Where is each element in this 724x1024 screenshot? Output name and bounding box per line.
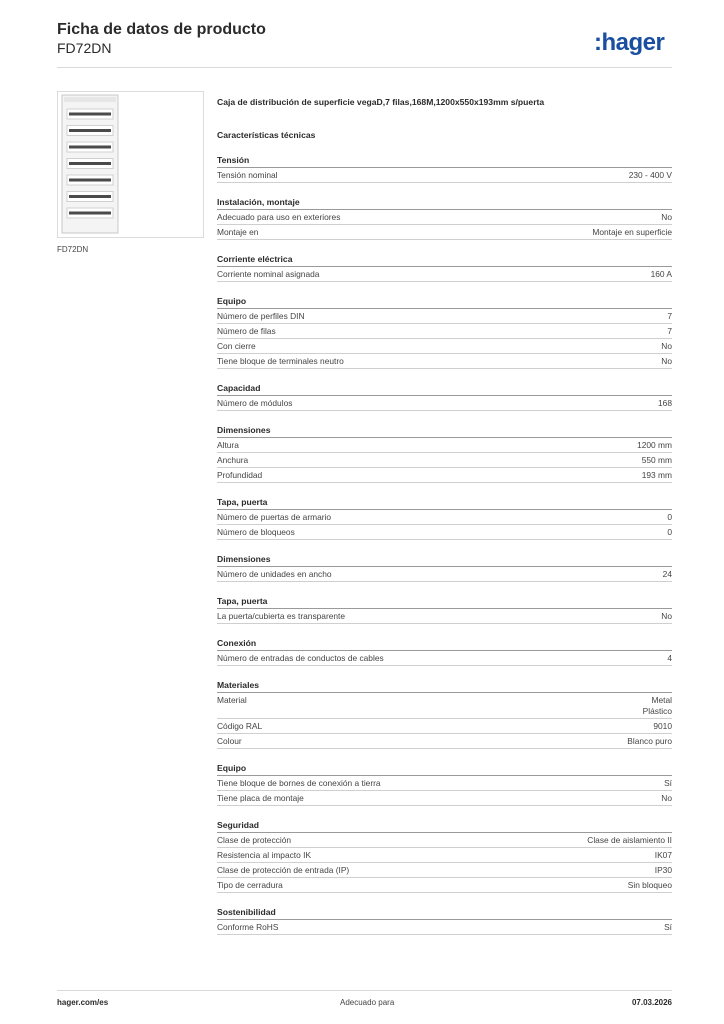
spec-row bbox=[217, 210, 672, 225]
distribution-box-illustration bbox=[58, 92, 203, 237]
spec-value-line: Sí bbox=[664, 778, 672, 788]
footer-date: 07.03.2026 bbox=[631, 998, 672, 1007]
spec-value-line: Plástico bbox=[642, 706, 672, 716]
spec-value-line: Clase de aislamiento II bbox=[587, 835, 672, 845]
section-title: Seguridad bbox=[217, 819, 672, 833]
spec-value-line: Metal bbox=[651, 695, 672, 705]
spec-row bbox=[217, 396, 672, 411]
image-caption: FD72DN bbox=[57, 245, 89, 254]
spec-label: Tipo de cerradura bbox=[217, 880, 283, 890]
spec-row bbox=[217, 833, 672, 848]
spec-value-line: Montaje en superficie bbox=[592, 227, 672, 237]
spec-label: Con cierre bbox=[217, 341, 256, 351]
spec-label: Adecuado para uso en exteriores bbox=[217, 212, 341, 222]
spec-label: Montaje en bbox=[217, 227, 259, 237]
spec-value-line: 160 A bbox=[650, 269, 672, 279]
spec-value bbox=[667, 527, 672, 538]
section-title: Capacidad bbox=[217, 382, 672, 396]
section-title: Sostenibilidad bbox=[217, 906, 672, 920]
spec-label: Tensión nominal bbox=[217, 170, 278, 180]
spec-label: Tiene bloque de bornes de conexión a tierra bbox=[217, 778, 381, 788]
spec-row bbox=[217, 339, 672, 354]
spec-label: Conforme RoHS bbox=[217, 922, 279, 932]
spec-row bbox=[217, 920, 672, 935]
spec-row bbox=[217, 848, 672, 863]
spec-value bbox=[661, 611, 672, 622]
spec-value-line: Sin bloqueo bbox=[627, 880, 672, 890]
spec-label: Altura bbox=[217, 440, 239, 450]
spec-value-line: IP30 bbox=[654, 865, 672, 875]
spec-section bbox=[217, 762, 672, 806]
section-title: Tapa, puerta bbox=[217, 595, 672, 609]
spec-value bbox=[661, 341, 672, 352]
spec-value bbox=[661, 356, 672, 367]
spec-section bbox=[217, 595, 672, 624]
spec-value bbox=[653, 721, 672, 732]
product-image bbox=[57, 91, 204, 238]
spec-value bbox=[658, 398, 672, 409]
spec-value bbox=[637, 440, 672, 451]
spec-section bbox=[217, 253, 672, 282]
header-divider bbox=[57, 67, 672, 68]
spec-label: Número de puertas de armario bbox=[217, 512, 332, 522]
spec-label: Profundidad bbox=[217, 470, 263, 480]
spec-row bbox=[217, 863, 672, 878]
spec-label: Anchura bbox=[217, 455, 249, 465]
spec-row bbox=[217, 525, 672, 540]
section-title: Equipo bbox=[217, 295, 672, 309]
spec-value bbox=[643, 695, 672, 717]
spec-row bbox=[217, 791, 672, 806]
section-title: Conexión bbox=[217, 637, 672, 651]
spec-section bbox=[217, 906, 672, 935]
spec-label: Tiene placa de montaje bbox=[217, 793, 304, 803]
spec-value-line: 4 bbox=[667, 653, 672, 663]
spec-value-line: 7 bbox=[667, 311, 672, 321]
technical-characteristics-heading: Características técnicas bbox=[217, 130, 316, 140]
spec-value-line: 7 bbox=[667, 326, 672, 336]
spec-value bbox=[655, 850, 672, 861]
spec-value bbox=[627, 736, 672, 747]
spec-value-line: 0 bbox=[667, 512, 672, 522]
spec-row bbox=[217, 354, 672, 369]
spec-value bbox=[667, 326, 672, 337]
spec-label: Clase de protección bbox=[217, 835, 292, 845]
spec-value bbox=[651, 269, 672, 280]
spec-row bbox=[217, 651, 672, 666]
spec-label: Número de perfiles DIN bbox=[217, 311, 305, 321]
spec-value-line: No bbox=[661, 793, 672, 803]
spec-value bbox=[664, 922, 672, 933]
spec-value bbox=[667, 311, 672, 322]
spec-row bbox=[217, 324, 672, 339]
din-row-slot bbox=[69, 146, 111, 149]
spec-value bbox=[667, 512, 672, 523]
spec-value-line: 168 bbox=[658, 398, 672, 408]
page-title: Ficha de datos de producto bbox=[57, 21, 266, 38]
spec-label: Número de entradas de conductos de cables bbox=[217, 653, 384, 663]
footer-note: Adecuado para bbox=[340, 998, 395, 1007]
spec-row bbox=[217, 734, 672, 749]
spec-row bbox=[217, 168, 672, 183]
spec-value-line: 24 bbox=[662, 569, 672, 579]
spec-value bbox=[592, 227, 672, 238]
hager-logo bbox=[594, 27, 674, 57]
spec-section bbox=[217, 382, 672, 411]
spec-row bbox=[217, 878, 672, 893]
spec-value-line: 230 - 400 V bbox=[628, 170, 672, 180]
din-row-slot bbox=[69, 179, 111, 182]
section-title: Tapa, puerta bbox=[217, 496, 672, 510]
spec-value-line: Sí bbox=[664, 922, 672, 932]
spec-section bbox=[217, 637, 672, 666]
spec-label: Colour bbox=[217, 736, 242, 746]
spec-value-line: No bbox=[661, 212, 672, 222]
spec-row bbox=[217, 267, 672, 282]
spec-value bbox=[629, 170, 672, 181]
hager-logo-text: :hager bbox=[594, 29, 665, 56]
section-title: Tensión bbox=[217, 154, 672, 168]
spec-label: Material bbox=[217, 695, 247, 705]
spec-row bbox=[217, 693, 672, 719]
spec-section bbox=[217, 553, 672, 582]
spec-row bbox=[217, 776, 672, 791]
spec-value bbox=[667, 653, 672, 664]
spec-row bbox=[217, 453, 672, 468]
product-description: Caja de distribución de superficie vegaD,7 filas,168M,1200x550x193mm s/puerta bbox=[217, 97, 545, 107]
spec-label: Resistencia al impacto IK bbox=[217, 850, 312, 860]
footer-divider bbox=[57, 990, 672, 991]
spec-label: Tiene bloque de terminales neutro bbox=[217, 356, 344, 366]
section-title: Dimensiones bbox=[217, 424, 672, 438]
spec-row bbox=[217, 609, 672, 624]
spec-value bbox=[661, 212, 672, 223]
spec-value bbox=[642, 455, 672, 466]
spec-section bbox=[217, 154, 672, 183]
section-title: Instalación, montaje bbox=[217, 196, 672, 210]
din-row-slot bbox=[69, 162, 111, 165]
spec-value bbox=[628, 880, 672, 891]
spec-section bbox=[217, 295, 672, 369]
spec-section bbox=[217, 196, 672, 240]
spec-value-line: IK07 bbox=[654, 850, 672, 860]
spec-label: Número de filas bbox=[217, 326, 276, 336]
spec-label: Corriente nominal asignada bbox=[217, 269, 320, 279]
section-title: Corriente eléctrica bbox=[217, 253, 672, 267]
spec-row bbox=[217, 438, 672, 453]
spec-value bbox=[661, 793, 672, 804]
spec-row bbox=[217, 510, 672, 525]
footer-website: hager.com/es bbox=[57, 998, 109, 1007]
spec-value bbox=[655, 865, 672, 876]
spec-value-line: 193 mm bbox=[641, 470, 672, 480]
spec-label: Número de módulos bbox=[217, 398, 293, 408]
spec-section bbox=[217, 496, 672, 540]
product-code: FD72DN bbox=[57, 40, 112, 56]
spec-sections bbox=[217, 154, 672, 935]
spec-value-line: 9010 bbox=[653, 721, 672, 731]
spec-row bbox=[217, 309, 672, 324]
din-row-slot bbox=[69, 212, 111, 215]
din-row-slot bbox=[69, 113, 111, 116]
spec-section bbox=[217, 819, 672, 893]
spec-label: Código RAL bbox=[217, 721, 263, 731]
spec-row bbox=[217, 225, 672, 240]
din-row-slot bbox=[69, 129, 111, 132]
din-row-slot bbox=[69, 195, 111, 198]
spec-value-line: Blanco puro bbox=[627, 736, 672, 746]
spec-value bbox=[664, 778, 672, 789]
spec-section bbox=[217, 679, 672, 749]
spec-value-line: 1200 mm bbox=[637, 440, 672, 450]
spec-row bbox=[217, 468, 672, 483]
section-title: Dimensiones bbox=[217, 553, 672, 567]
spec-value bbox=[587, 835, 672, 846]
datasheet-content bbox=[217, 95, 672, 935]
spec-row bbox=[217, 719, 672, 734]
spec-value-line: No bbox=[661, 611, 672, 621]
spec-value-line: 550 mm bbox=[641, 455, 672, 465]
spec-value bbox=[663, 569, 672, 580]
spec-label: Número de unidades en ancho bbox=[217, 569, 332, 579]
section-title: Equipo bbox=[217, 762, 672, 776]
spec-value bbox=[642, 470, 672, 481]
spec-row bbox=[217, 567, 672, 582]
spec-section bbox=[217, 424, 672, 483]
spec-value-line: No bbox=[661, 341, 672, 351]
spec-value-line: No bbox=[661, 356, 672, 366]
spec-label: La puerta/cubierta es transparente bbox=[217, 611, 346, 621]
spec-value-line: 0 bbox=[667, 527, 672, 537]
section-title: Materiales bbox=[217, 679, 672, 693]
spec-label: Número de bloqueos bbox=[217, 527, 295, 537]
spec-label: Clase de protección de entrada (IP) bbox=[217, 865, 350, 875]
